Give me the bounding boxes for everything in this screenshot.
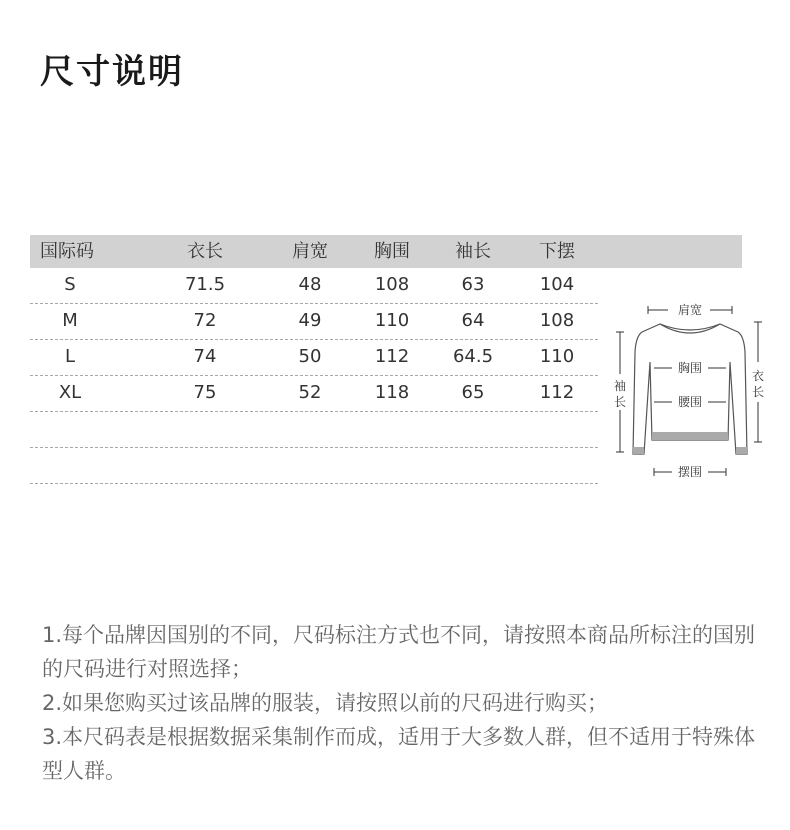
- header-hem: 下摆: [539, 241, 575, 262]
- table-cell: 50: [298, 346, 322, 367]
- table-cell: 104: [539, 274, 575, 295]
- table-cell: 71.5: [184, 274, 226, 295]
- note-item: 3.本尺码表是根据数据采集制作而成，适用于大多数人群，但不适用于特殊体型人群。: [42, 725, 756, 783]
- table-row: [30, 268, 598, 304]
- header-intl-size: 国际码: [40, 241, 94, 262]
- table-cell: 52: [298, 382, 322, 403]
- table-cell: 65: [461, 382, 485, 403]
- table-cell: 110: [374, 310, 410, 331]
- table-cell: 74: [193, 346, 217, 367]
- table-cell: 112: [374, 346, 410, 367]
- table-row-empty: [30, 448, 598, 484]
- table-cell: 49: [298, 310, 322, 331]
- sleeve-label-top: 袖: [613, 379, 627, 393]
- hem-label: 摆围: [677, 465, 703, 479]
- table-cell: 63: [461, 274, 485, 295]
- table-cell: XL: [58, 382, 82, 403]
- sweater-neckline: [660, 324, 720, 333]
- header-shoulder: 肩宽: [292, 241, 328, 262]
- sweater-hem-rib: [652, 432, 728, 440]
- header-chest: 胸围: [374, 241, 410, 262]
- sweater-measurement-diagram: [610, 292, 770, 487]
- table-cell: L: [64, 346, 76, 367]
- table-cell: 48: [298, 274, 322, 295]
- notes-section: [42, 618, 762, 788]
- note-item: 2.如果您购买过该品牌的服装，请按照以前的尺码进行购买；: [42, 691, 609, 715]
- table-cell: 72: [193, 310, 217, 331]
- table-cell: 108: [539, 310, 575, 331]
- table-cell: 108: [374, 274, 410, 295]
- table-row: [30, 304, 598, 340]
- table-cell: 64.5: [452, 346, 494, 367]
- table-cell: 112: [539, 382, 575, 403]
- table-row: [30, 340, 598, 376]
- table-row-empty: [30, 412, 598, 448]
- note-item: 1.每个品牌因国别的不同，尺码标注方式也不同，请按照本商品所标注的国别的尺码进行对照选择；: [42, 623, 756, 681]
- table-cell: 75: [193, 382, 217, 403]
- shoulder-label: 肩宽: [677, 303, 703, 317]
- sweater-right-cuff: [736, 447, 747, 454]
- table-header: [30, 235, 742, 268]
- header-length: 衣长: [187, 241, 223, 262]
- length-label-top: 衣: [751, 369, 765, 383]
- table-cell: 64: [461, 310, 485, 331]
- table-cell: 118: [374, 382, 410, 403]
- header-sleeve: 袖长: [455, 241, 491, 262]
- waist-label: 腰围: [677, 395, 703, 409]
- sweater-left-cuff: [633, 447, 644, 454]
- table-row: [30, 376, 598, 412]
- table-cell: M: [62, 310, 78, 331]
- page-title: 尺寸说明: [40, 52, 184, 92]
- length-label-bottom: 长: [751, 385, 765, 399]
- chest-label: 胸围: [677, 361, 703, 375]
- table-cell: S: [64, 274, 76, 295]
- sleeve-label-bottom: 长: [613, 395, 627, 409]
- table-cell: 110: [539, 346, 575, 367]
